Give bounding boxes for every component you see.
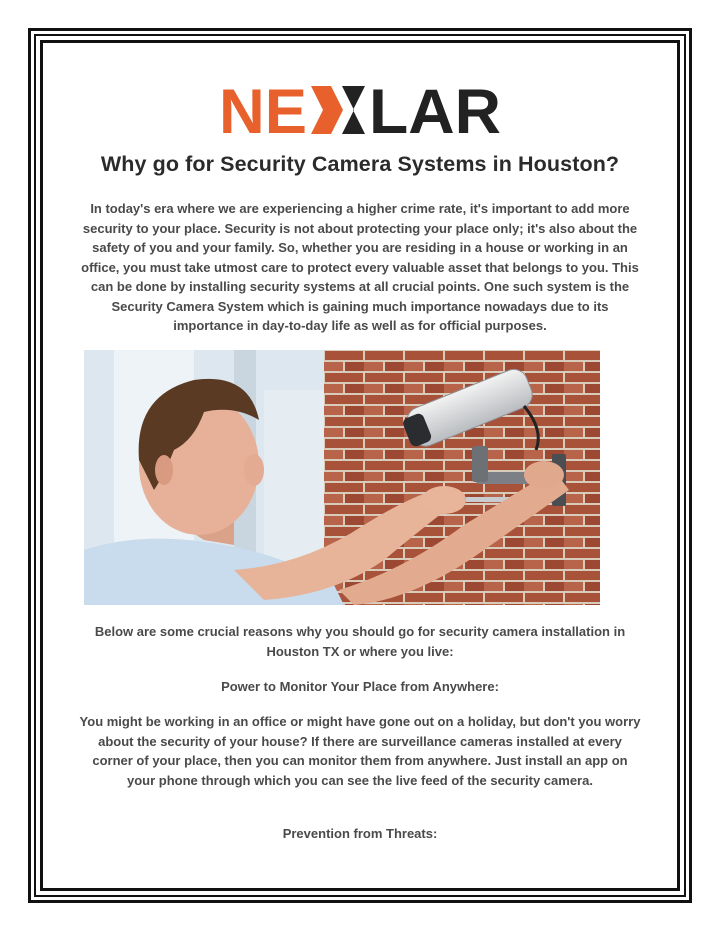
section-heading-monitor: Power to Monitor Your Place from Anywhere: — [221, 679, 499, 694]
section-body-monitor: You might be working in an office or might have gone out on a holiday, but don't you worry about the security of your house? If there are surveillance cameras installed at every corner of your place, then you can monitor them from anywhere. Just install an app on your phone through which you can see the live feed of the security camera. — [79, 714, 641, 788]
logo-text-dark: LAR — [369, 84, 501, 136]
nexlar-logo — [219, 84, 501, 136]
technician-installing-camera-photo — [84, 350, 600, 605]
reasons-intro-paragraph: Below are some crucial reasons why you should go for security camera installation in Houston TX or where you live: — [94, 624, 626, 659]
logo-text-accent: NE — [219, 84, 307, 136]
logo-x-mark — [311, 86, 365, 134]
section-heading-prevention: Prevention from Threats: — [282, 826, 438, 841]
intro-paragraph: In today's era where we are experiencing a higher crime rate, it's important to add more security to your place. Security is not about protecting your place only; it's also about the safety of you and your family. So, whether you are residing in a house or working in an office, you must take utmost care to protect every valuable asset that belongs to you. This can be done by installing security systems at all crucial points. One such system is the Security Camera System which is gaining much importance nowadays due to its importance in day-to-day life as well as for official purposes. — [81, 201, 639, 333]
page-title: Why go for Security Camera Systems in Houston? — [100, 152, 620, 176]
